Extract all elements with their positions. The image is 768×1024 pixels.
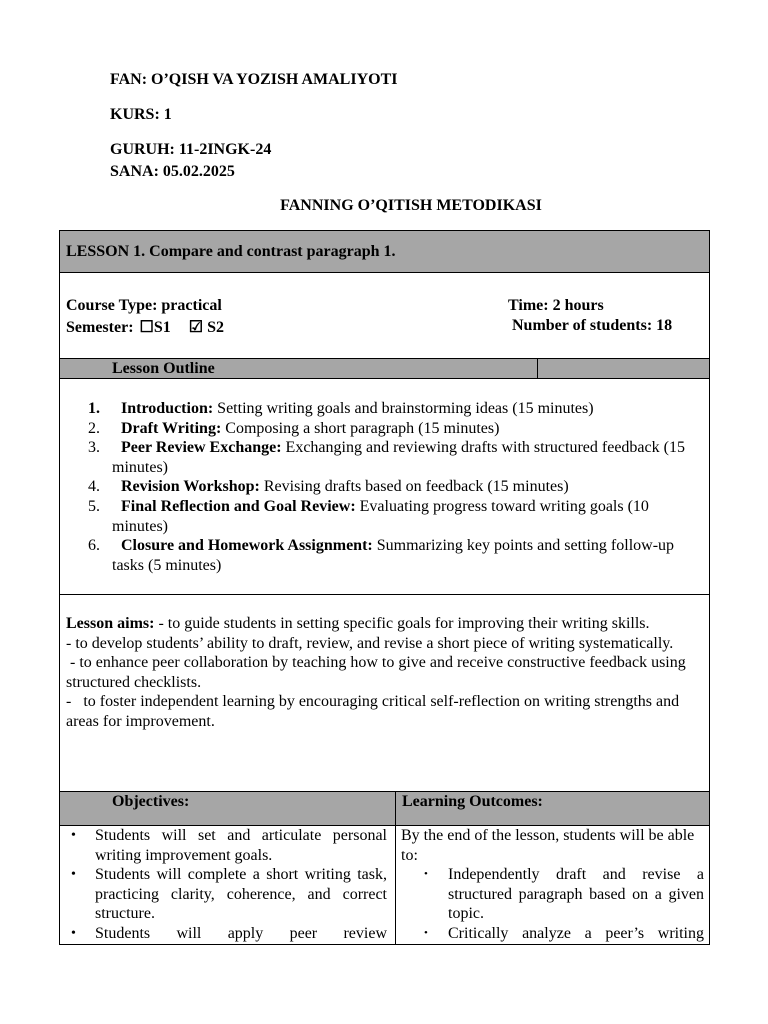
aims-label: Lesson aims:	[66, 615, 155, 632]
bullet-icon: •	[71, 925, 76, 941]
semester-label: Semester:	[66, 319, 134, 336]
s1-label: S1	[153, 319, 171, 336]
objective-item: • Students will apply peer review	[71, 924, 387, 942]
discipline-title: FANNING O’QITISH METODIKASI	[280, 197, 542, 214]
s1-checkbox-icon: ☐	[139, 319, 154, 336]
semester-info	[66, 317, 224, 337]
subject-heading: FAN: O’QISH VA YOZISH AMALIYOTI	[110, 71, 398, 88]
s2-label: S2	[207, 319, 225, 336]
course-heading: KURS: 1	[110, 106, 172, 123]
aims-line: - to enhance peer collaboration by teaching how to give and receive constructive feedback using structured checklists.	[66, 654, 690, 691]
s2-checkbox-icon: ☑	[188, 319, 204, 336]
objectives-body-divider	[395, 826, 396, 944]
outline-item: 3. Peer Review Exchange: Exchanging and reviewing drafts with structured feedback (15 minutes)	[88, 439, 685, 476]
objective-item: • Students will complete a short writing task, practicing clarity, coherence, and correct structure.	[71, 866, 387, 923]
outline-item: 6. Closure and Homework Assignment: Summarizing key points and setting follow-up tasks (5 minutes)	[88, 537, 675, 574]
group-heading: GURUH: 11-2INGK-24	[110, 141, 272, 158]
outline-item: 1. Introduction: Setting writing goals and brainstorming ideas (15 minutes)	[88, 400, 594, 417]
outline-heading: Lesson Outline	[112, 360, 215, 377]
outline-item: 4. Revision Workshop: Revising drafts based on feedback (15 minutes)	[88, 478, 569, 496]
objectives-divider	[395, 792, 396, 825]
outline-header-row	[59, 358, 710, 379]
outline-header-divider	[537, 359, 538, 378]
outline-list	[88, 399, 688, 575]
time-info: Time: 2 hours	[508, 297, 604, 314]
lesson-title-row	[59, 230, 710, 273]
outcomes-intro: By the end of the lesson, students will be able to:	[401, 827, 695, 864]
aims-text	[66, 614, 702, 732]
course-type: Course Type: practical	[66, 297, 222, 314]
aims-line: - to develop students’ ability to draft, review, and revise a short piece of writing systematically.	[66, 634, 674, 652]
outline-item: 5. Final Reflection and Goal Review: Evaluating progress toward writing goals (10 minutes)	[88, 497, 649, 535]
outline-item: 2. Draft Writing: Composing a short paragraph (15 minutes)	[88, 419, 500, 437]
date-heading: SANA: 05.02.2025	[110, 163, 235, 180]
bullet-icon: •	[71, 867, 76, 883]
outcome-item: • Independently draft and revise a structured paragraph based on a given topic.	[424, 866, 704, 923]
objectives-header-row	[59, 791, 710, 826]
outcomes-list	[401, 826, 704, 944]
course-info-row	[59, 272, 710, 359]
objective-item: • Students will set and articulate personal writing improvement goals.	[71, 827, 387, 864]
lesson-title: LESSON 1. Compare and contrast paragraph 1.	[66, 243, 396, 260]
objectives-list	[71, 826, 387, 944]
aims-line: - to foster independent learning by encouraging critical self-reflection on writing strengths and areas for improvement.	[66, 693, 684, 730]
bullet-icon: •	[424, 868, 428, 881]
bullet-icon: •	[424, 926, 428, 939]
aims-line: - to guide students in setting specific goals for improving their writing skills.	[154, 615, 650, 632]
students-count: Number of students: 18	[512, 317, 673, 334]
bullet-icon: •	[71, 828, 76, 843]
objectives-heading: Objectives:	[112, 793, 190, 810]
outcomes-heading: Learning Outcomes:	[402, 793, 543, 810]
outcome-item: • Critically analyze a peer’s writing	[424, 924, 704, 942]
